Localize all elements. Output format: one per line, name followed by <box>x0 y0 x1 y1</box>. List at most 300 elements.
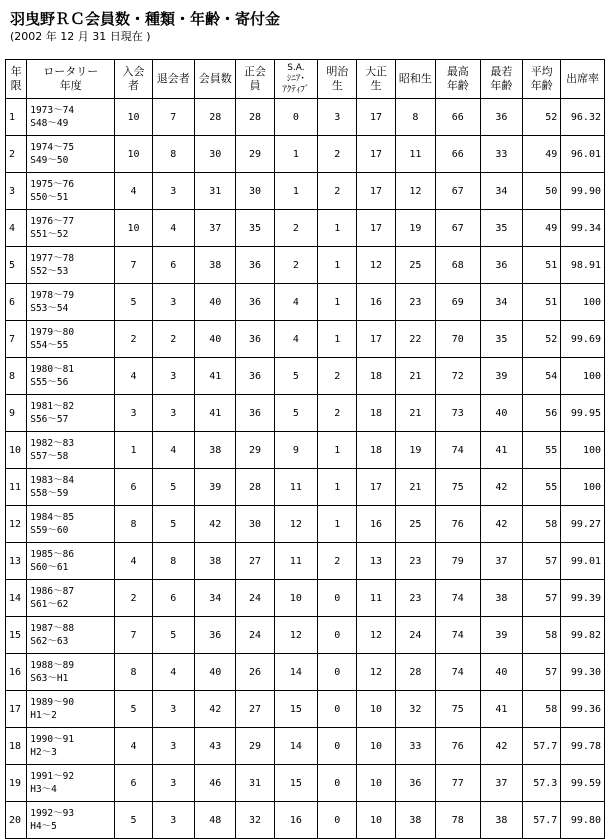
attendance-cell: 99.69 <box>561 321 605 358</box>
min-age-cell: 34 <box>480 284 522 321</box>
joined-cell: 5 <box>115 691 152 728</box>
term-cell: 7 <box>6 321 27 358</box>
year-western: 1973～74 <box>30 105 75 116</box>
meiji-cell: 2 <box>318 173 357 210</box>
avg-age-cell: 57.3 <box>523 765 561 802</box>
joined-cell: 4 <box>115 728 152 765</box>
table-row <box>6 395 605 432</box>
table-row <box>6 580 605 617</box>
regular-cell: 35 <box>236 210 274 247</box>
year-japanese-era: S50～51 <box>30 192 69 203</box>
joined-cell: 1 <box>115 432 152 469</box>
regular-cell: 36 <box>236 358 274 395</box>
senior-active-cell: 5 <box>274 358 318 395</box>
regular-cell: 36 <box>236 321 274 358</box>
table-row <box>6 321 605 358</box>
min-age-cell: 41 <box>480 432 522 469</box>
attendance-cell: 98.91 <box>561 247 605 284</box>
taisho-cell: 18 <box>357 395 395 432</box>
taisho-cell: 10 <box>357 765 395 802</box>
taisho-cell: 18 <box>357 432 395 469</box>
year-japanese-era: S48～49 <box>30 118 69 129</box>
table-row <box>6 765 605 802</box>
rotary-year-cell <box>27 543 115 580</box>
members-cell: 40 <box>195 321 236 358</box>
regular-cell: 32 <box>236 802 274 839</box>
year-western: 1984～85 <box>30 512 75 523</box>
left-cell: 4 <box>152 432 194 469</box>
senior-active-cell: 1 <box>274 136 318 173</box>
attendance-cell: 99.39 <box>561 580 605 617</box>
table-row <box>6 99 605 136</box>
regular-cell: 28 <box>236 469 274 506</box>
meiji-cell: 0 <box>318 580 357 617</box>
year-western: 1975～76 <box>30 179 75 190</box>
year-western: 1981～82 <box>30 401 75 412</box>
header-taisho: 大正生 <box>357 60 395 99</box>
avg-age-cell: 51 <box>523 284 561 321</box>
term-cell: 13 <box>6 543 27 580</box>
max-age-cell: 75 <box>436 691 481 728</box>
max-age-cell: 75 <box>436 469 481 506</box>
meiji-cell: 0 <box>318 691 357 728</box>
max-age-cell: 67 <box>436 173 481 210</box>
showa-cell: 12 <box>395 173 435 210</box>
senior-active-cell: 5 <box>274 395 318 432</box>
avg-age-cell: 57 <box>523 543 561 580</box>
meiji-cell: 2 <box>318 395 357 432</box>
year-japanese-era: S51～52 <box>30 229 69 240</box>
rotary-year-cell <box>27 395 115 432</box>
table-row <box>6 506 605 543</box>
year-western: 1989～90 <box>30 697 75 708</box>
term-cell: 6 <box>6 284 27 321</box>
showa-cell: 21 <box>395 469 435 506</box>
members-cell: 41 <box>195 358 236 395</box>
table-row <box>6 469 605 506</box>
avg-age-cell: 55 <box>523 469 561 506</box>
term-cell: 9 <box>6 395 27 432</box>
max-age-cell: 72 <box>436 358 481 395</box>
members-cell: 41 <box>195 395 236 432</box>
joined-cell: 6 <box>115 469 152 506</box>
taisho-cell: 17 <box>357 469 395 506</box>
min-age-cell: 36 <box>480 247 522 284</box>
left-cell: 6 <box>152 580 194 617</box>
regular-cell: 36 <box>236 395 274 432</box>
table-row <box>6 654 605 691</box>
taisho-cell: 12 <box>357 617 395 654</box>
joined-cell: 4 <box>115 173 152 210</box>
max-age-cell: 67 <box>436 210 481 247</box>
left-cell: 3 <box>152 395 194 432</box>
meiji-cell: 2 <box>318 543 357 580</box>
avg-age-cell: 49 <box>523 136 561 173</box>
left-cell: 3 <box>152 691 194 728</box>
members-cell: 40 <box>195 654 236 691</box>
min-age-cell: 42 <box>480 506 522 543</box>
meiji-cell: 0 <box>318 617 357 654</box>
year-western: 1988～89 <box>30 660 75 671</box>
term-cell: 16 <box>6 654 27 691</box>
attendance-cell: 99.82 <box>561 617 605 654</box>
senior-active-cell: 12 <box>274 617 318 654</box>
header-members: 会員数 <box>195 60 236 99</box>
attendance-cell: 99.95 <box>561 395 605 432</box>
year-japanese-era: S57～58 <box>30 451 69 462</box>
left-cell: 3 <box>152 284 194 321</box>
rotary-year-cell <box>27 469 115 506</box>
min-age-cell: 38 <box>480 802 522 839</box>
members-cell: 30 <box>195 136 236 173</box>
showa-cell: 33 <box>395 728 435 765</box>
avg-age-cell: 58 <box>523 617 561 654</box>
rotary-year-cell <box>27 358 115 395</box>
term-cell: 4 <box>6 210 27 247</box>
max-age-cell: 66 <box>436 136 481 173</box>
senior-active-cell: 4 <box>274 321 318 358</box>
year-western: 1985～86 <box>30 549 75 560</box>
members-cell: 31 <box>195 173 236 210</box>
showa-cell: 11 <box>395 136 435 173</box>
meiji-cell: 1 <box>318 284 357 321</box>
attendance-cell: 100 <box>561 284 605 321</box>
rotary-year-cell <box>27 321 115 358</box>
avg-age-cell: 55 <box>523 432 561 469</box>
left-cell: 4 <box>152 210 194 247</box>
left-cell: 3 <box>152 358 194 395</box>
attendance-cell: 96.32 <box>561 99 605 136</box>
joined-cell: 8 <box>115 654 152 691</box>
showa-cell: 28 <box>395 654 435 691</box>
members-cell: 34 <box>195 580 236 617</box>
joined-cell: 3 <box>115 395 152 432</box>
avg-age-cell: 57.7 <box>523 728 561 765</box>
attendance-cell: 100 <box>561 469 605 506</box>
taisho-cell: 10 <box>357 802 395 839</box>
members-cell: 38 <box>195 543 236 580</box>
taisho-cell: 17 <box>357 210 395 247</box>
term-cell: 11 <box>6 469 27 506</box>
year-western: 1990～91 <box>30 734 75 745</box>
max-age-cell: 73 <box>436 395 481 432</box>
left-cell: 7 <box>152 99 194 136</box>
rotary-year-cell <box>27 765 115 802</box>
rotary-year-cell <box>27 802 115 839</box>
joined-cell: 7 <box>115 247 152 284</box>
term-cell: 10 <box>6 432 27 469</box>
left-cell: 2 <box>152 321 194 358</box>
table-row <box>6 728 605 765</box>
year-western: 1991～92 <box>30 771 75 782</box>
taisho-cell: 10 <box>357 691 395 728</box>
avg-age-cell: 49 <box>523 210 561 247</box>
attendance-cell: 99.90 <box>561 173 605 210</box>
year-western: 1986～87 <box>30 586 75 597</box>
max-age-cell: 74 <box>436 580 481 617</box>
rotary-year-cell <box>27 654 115 691</box>
year-japanese-era: S62～63 <box>30 636 69 647</box>
members-cell: 43 <box>195 728 236 765</box>
table-row <box>6 136 605 173</box>
year-western: 1983～84 <box>30 475 75 486</box>
rotary-year-cell <box>27 284 115 321</box>
year-western: 1992～93 <box>30 808 75 819</box>
attendance-cell: 99.34 <box>561 210 605 247</box>
table-row <box>6 691 605 728</box>
min-age-cell: 42 <box>480 728 522 765</box>
avg-age-cell: 58 <box>523 691 561 728</box>
joined-cell: 4 <box>115 543 152 580</box>
regular-cell: 30 <box>236 506 274 543</box>
regular-cell: 36 <box>236 284 274 321</box>
senior-active-cell: 14 <box>274 728 318 765</box>
min-age-cell: 34 <box>480 173 522 210</box>
attendance-cell: 99.27 <box>561 506 605 543</box>
senior-active-cell: 15 <box>274 691 318 728</box>
senior-active-cell: 14 <box>274 654 318 691</box>
taisho-cell: 13 <box>357 543 395 580</box>
attendance-cell: 100 <box>561 358 605 395</box>
regular-cell: 30 <box>236 173 274 210</box>
max-age-cell: 74 <box>436 432 481 469</box>
min-age-cell: 36 <box>480 99 522 136</box>
year-japanese-era: S55～56 <box>30 377 69 388</box>
year-japanese-era: S59～60 <box>30 525 69 536</box>
attendance-cell: 99.80 <box>561 802 605 839</box>
header-attendance: 出席率 <box>561 60 605 99</box>
term-cell: 8 <box>6 358 27 395</box>
max-age-cell: 74 <box>436 654 481 691</box>
attendance-cell: 99.59 <box>561 765 605 802</box>
showa-cell: 21 <box>395 358 435 395</box>
avg-age-cell: 56 <box>523 395 561 432</box>
header-left: 退会者 <box>152 60 194 99</box>
max-age-cell: 79 <box>436 543 481 580</box>
term-cell: 14 <box>6 580 27 617</box>
attendance-cell: 96.01 <box>561 136 605 173</box>
showa-cell: 32 <box>395 691 435 728</box>
year-japanese-era: S56～57 <box>30 414 69 425</box>
year-japanese-era: S63～H1 <box>30 673 69 684</box>
attendance-cell: 99.36 <box>561 691 605 728</box>
attendance-cell: 99.78 <box>561 728 605 765</box>
showa-cell: 22 <box>395 321 435 358</box>
showa-cell: 38 <box>395 802 435 839</box>
year-japanese-era: H1～2 <box>30 710 57 721</box>
rotary-year-cell <box>27 617 115 654</box>
min-age-cell: 39 <box>480 358 522 395</box>
senior-active-cell: 15 <box>274 765 318 802</box>
year-western: 1979～80 <box>30 327 75 338</box>
min-age-cell: 33 <box>480 136 522 173</box>
left-cell: 6 <box>152 247 194 284</box>
regular-cell: 27 <box>236 691 274 728</box>
left-cell: 3 <box>152 802 194 839</box>
header-showa: 昭和生 <box>395 60 435 99</box>
term-cell: 3 <box>6 173 27 210</box>
joined-cell: 4 <box>115 358 152 395</box>
showa-cell: 8 <box>395 99 435 136</box>
meiji-cell: 2 <box>318 136 357 173</box>
meiji-cell: 0 <box>318 802 357 839</box>
document-date: (2002 年 12 月 31 日現在 ) <box>10 30 151 43</box>
senior-active-cell: 11 <box>274 543 318 580</box>
header-joined: 入会者 <box>115 60 152 99</box>
regular-cell: 29 <box>236 136 274 173</box>
joined-cell: 8 <box>115 506 152 543</box>
showa-cell: 23 <box>395 580 435 617</box>
left-cell: 4 <box>152 654 194 691</box>
rotary-year-cell <box>27 506 115 543</box>
year-western: 1976～77 <box>30 216 75 227</box>
max-age-cell: 74 <box>436 617 481 654</box>
meiji-cell: 1 <box>318 247 357 284</box>
senior-active-cell: 2 <box>274 247 318 284</box>
regular-cell: 24 <box>236 617 274 654</box>
left-cell: 8 <box>152 136 194 173</box>
table-row <box>6 173 605 210</box>
year-western: 1982～83 <box>30 438 75 449</box>
left-cell: 3 <box>152 765 194 802</box>
min-age-cell: 39 <box>480 617 522 654</box>
table-row <box>6 247 605 284</box>
membership-table <box>5 59 605 839</box>
attendance-cell: 100 <box>561 432 605 469</box>
senior-active-cell: 11 <box>274 469 318 506</box>
regular-cell: 26 <box>236 654 274 691</box>
header-max-age: 最高 年齢 <box>436 60 481 99</box>
senior-active-cell: 1 <box>274 173 318 210</box>
rotary-year-cell <box>27 728 115 765</box>
year-western: 1987～88 <box>30 623 75 634</box>
joined-cell: 6 <box>115 765 152 802</box>
year-japanese-era: S49～50 <box>30 155 69 166</box>
rotary-year-cell <box>27 173 115 210</box>
taisho-cell: 17 <box>357 136 395 173</box>
members-cell: 28 <box>195 99 236 136</box>
rotary-year-cell <box>27 691 115 728</box>
year-japanese-era: S60～61 <box>30 562 69 573</box>
header-senior-active: S.A. ｼﾆｱ･ ｱｸﾃｨﾌﾞ <box>274 60 318 99</box>
members-cell: 36 <box>195 617 236 654</box>
meiji-cell: 0 <box>318 654 357 691</box>
attendance-cell: 99.01 <box>561 543 605 580</box>
year-western: 1977～78 <box>30 253 75 264</box>
left-cell: 5 <box>152 617 194 654</box>
header-regular: 正会員 <box>236 60 274 99</box>
year-japanese-era: S52～53 <box>30 266 69 277</box>
min-age-cell: 40 <box>480 654 522 691</box>
joined-cell: 10 <box>115 136 152 173</box>
rotary-year-cell <box>27 136 115 173</box>
regular-cell: 29 <box>236 728 274 765</box>
senior-active-cell: 12 <box>274 506 318 543</box>
taisho-cell: 11 <box>357 580 395 617</box>
senior-active-cell: 0 <box>274 99 318 136</box>
year-western: 1974～75 <box>30 142 75 153</box>
max-age-cell: 66 <box>436 99 481 136</box>
min-age-cell: 35 <box>480 321 522 358</box>
avg-age-cell: 57 <box>523 580 561 617</box>
header-min-age: 最若 年齢 <box>480 60 522 99</box>
term-cell: 19 <box>6 765 27 802</box>
term-cell: 1 <box>6 99 27 136</box>
members-cell: 38 <box>195 432 236 469</box>
taisho-cell: 17 <box>357 99 395 136</box>
max-age-cell: 70 <box>436 321 481 358</box>
showa-cell: 23 <box>395 284 435 321</box>
max-age-cell: 76 <box>436 728 481 765</box>
max-age-cell: 76 <box>436 506 481 543</box>
year-japanese-era: S54～55 <box>30 340 69 351</box>
members-cell: 39 <box>195 469 236 506</box>
year-japanese-era: S53～54 <box>30 303 69 314</box>
senior-active-cell: 4 <box>274 284 318 321</box>
min-age-cell: 35 <box>480 210 522 247</box>
joined-cell: 7 <box>115 617 152 654</box>
avg-age-cell: 57.7 <box>523 802 561 839</box>
left-cell: 3 <box>152 173 194 210</box>
showa-cell: 36 <box>395 765 435 802</box>
table-row <box>6 210 605 247</box>
rotary-year-cell <box>27 432 115 469</box>
regular-cell: 27 <box>236 543 274 580</box>
table-row <box>6 358 605 395</box>
taisho-cell: 10 <box>357 728 395 765</box>
term-cell: 2 <box>6 136 27 173</box>
members-cell: 40 <box>195 284 236 321</box>
avg-age-cell: 52 <box>523 321 561 358</box>
attendance-cell: 99.30 <box>561 654 605 691</box>
min-age-cell: 37 <box>480 765 522 802</box>
senior-active-cell: 2 <box>274 210 318 247</box>
term-cell: 15 <box>6 617 27 654</box>
showa-cell: 19 <box>395 432 435 469</box>
table-row <box>6 432 605 469</box>
left-cell: 8 <box>152 543 194 580</box>
showa-cell: 21 <box>395 395 435 432</box>
term-cell: 17 <box>6 691 27 728</box>
header-term: 年 限 <box>6 60 27 99</box>
taisho-cell: 17 <box>357 173 395 210</box>
rotary-year-cell <box>27 99 115 136</box>
min-age-cell: 42 <box>480 469 522 506</box>
taisho-cell: 18 <box>357 358 395 395</box>
table-row <box>6 284 605 321</box>
max-age-cell: 77 <box>436 765 481 802</box>
year-japanese-era: S58～59 <box>30 488 69 499</box>
showa-cell: 25 <box>395 506 435 543</box>
left-cell: 5 <box>152 506 194 543</box>
meiji-cell: 1 <box>318 469 357 506</box>
meiji-cell: 3 <box>318 99 357 136</box>
members-cell: 46 <box>195 765 236 802</box>
avg-age-cell: 52 <box>523 99 561 136</box>
regular-cell: 28 <box>236 99 274 136</box>
showa-cell: 23 <box>395 543 435 580</box>
rotary-year-cell <box>27 247 115 284</box>
header-rotary-year: ロータリー 年度 <box>27 60 115 99</box>
table-row <box>6 802 605 839</box>
meiji-cell: 1 <box>318 321 357 358</box>
members-cell: 48 <box>195 802 236 839</box>
regular-cell: 36 <box>236 247 274 284</box>
term-cell: 12 <box>6 506 27 543</box>
min-age-cell: 40 <box>480 395 522 432</box>
joined-cell: 10 <box>115 210 152 247</box>
joined-cell: 5 <box>115 802 152 839</box>
